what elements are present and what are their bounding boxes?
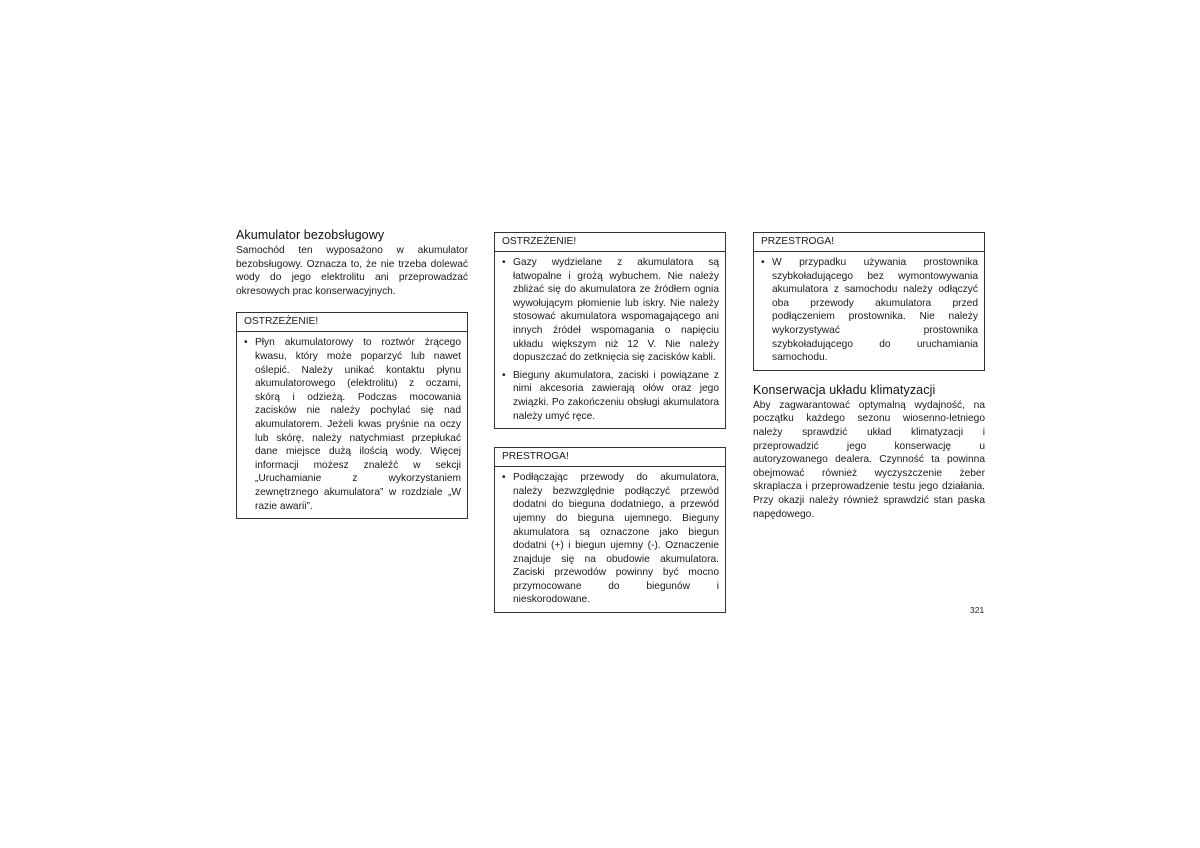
warning-box-gases [494,232,726,429]
section-heading-battery: Akumulator bezobsługowy [236,228,385,242]
warning-item-text: Gazy wydzielane z akumulatora są łatwopalne i grożą wybuchem. Nie należy zbliżać się do akumulatora ze źródłem ognia wywołującym płomienie lub iskry. Nie należy stosować akumulatora wspomagającego ani innych źródeł wspomagania o napięciu układu większym niż 12 V. Nie należy dopuszczać do zetknięcia się zacisków kabli. [513,257,719,364]
warning-body [495,252,725,428]
caution-box-charger [753,232,985,371]
bullet-icon: • [502,472,506,484]
battery-paragraph: Samochód ten wyposażono w akumulator bezobsługowy. Oznacza to, że nie trzeba dolewać wody do jego elektrolitu ani przeprowadzać okresowych prac konserwacyjnych. [236,245,468,297]
caution-item-text: W przypadku używania prostownika szybkoładującego bez wymontowywania akumulatora z samochodu należy odłączyć oba przewody akumulatora przed podłączeniem prostownika. Nie należy wykorzystywać prostownika szybkoładującego do uruchamiania samochodu. [772,257,978,364]
warning-body [237,332,467,518]
column-right [753,228,985,521]
caution-body [754,252,984,370]
warning-item [501,256,719,365]
warning-title: OSTRZEŻENIE! [495,233,725,252]
warning-box-electrolyte [236,312,468,519]
warning-item-text: Płyn akumulatorowy to roztwór żrącego kwasu, który może poparzyć lub nawet oślepić. Należy unikać kontaktu płynu akumulatorowego (elektrolitu) z oczami, skórą i odzieżą. Podczas mocowania zacisków nie należy pochylać się nad akumulatorem. Jeżeli kwas pryśnie na oczy lub skórę, należy natychmiast przepłukać dane miejsce dużą ilością wody. Więcej informacji możesz znaleźć w sekcji „Uruchamianie z wykorzystaniem zewnętrznego akumulatora” w rozdziale „W razie awarii”. [255,337,461,512]
bullet-icon: • [761,257,765,268]
warning-item [243,336,461,513]
caution-title: PRESTROGA! [495,448,725,467]
caution-item-text: Podłączając przewody do akumulatora, należy bezwzględnie podłączyć przewód dodatni do bieguna dodatniego, a przewód ujemny do bieguna ujemnego. Bieguny akumulatora są oznaczone jako biegun dodatni (+) i biegun ujemny (-). Oznaczenie znajduje się na obudowie akumulatora. Zaciski przewodów powinny być mocno przymocowane do biegunów i nieskorodowane. [513,472,719,606]
warning-item-text: Bieguny akumulatora, zaciski i powiązane z nimi akcesoria zawierają ołów oraz jego związki. Po zakończeniu obsługi akumulatora należy umyć ręce. [513,369,719,422]
caution-item [760,256,978,365]
caution-title: PRZESTROGA! [754,233,984,252]
page-number: 321 [970,605,985,615]
warning-title: OSTRZEŻENIE! [237,313,467,332]
bullet-icon: • [502,369,506,381]
warning-item [501,369,719,423]
column-middle [494,228,726,613]
column-left [236,228,468,519]
bullet-icon: • [244,337,248,349]
bullet-icon: • [502,257,506,268]
section-heading-air-conditioning: Konserwacja układu klimatyzacji [753,382,936,397]
caution-item [501,471,719,607]
caution-body [495,467,725,612]
air-conditioning-paragraph: Aby zagwarantować optymalną wydajność, na początku każdego sezonu wiosenno-letniego należy sprawdzić układ klimatyzacji i przeprowadzić jego konserwację u autoryzowanego dealera. Czynność ta powinna obejmować również wyczyszczenie żeber skraplacza i przeprowadzenie testu jego działania. Przy okazji należy również sprawdzić stan paska napędowego. [753,399,985,520]
caution-box-polarity [494,447,726,613]
